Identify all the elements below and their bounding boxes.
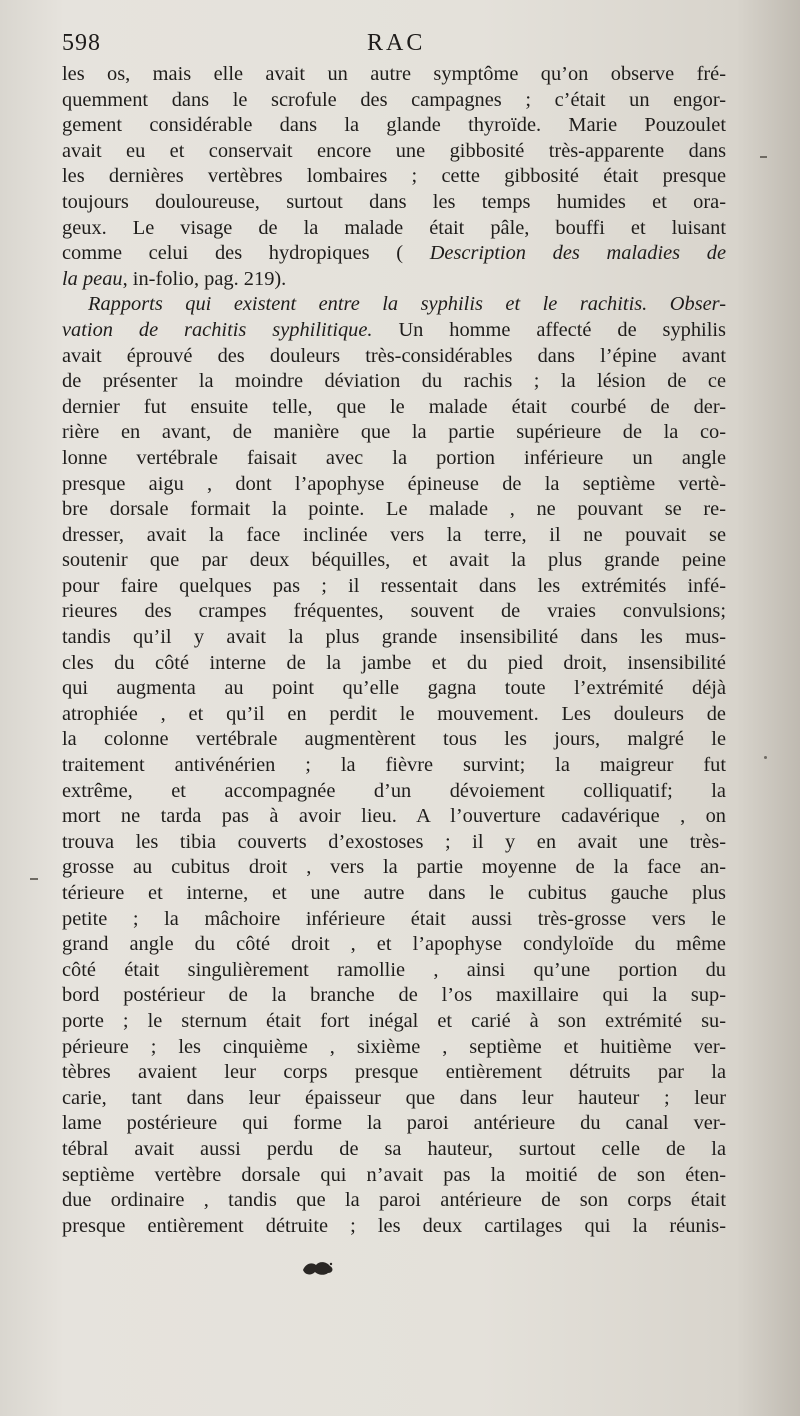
text-run: traitement antivénérien ; la fièvre survint; la maigreur fut xyxy=(62,754,726,777)
text-line xyxy=(62,1137,726,1163)
text-line xyxy=(62,395,726,421)
text-line xyxy=(62,164,726,190)
text-line xyxy=(62,881,726,907)
text-line xyxy=(62,216,726,242)
text-line xyxy=(62,1111,726,1137)
text-run: dernier fut ensuite telle, que le malade était courbé de der- xyxy=(62,395,726,418)
text-line xyxy=(62,292,726,318)
text-run: térieure et interne, et une autre dans le cubitus gauche plus xyxy=(62,882,726,904)
margin-mark xyxy=(764,756,767,759)
italic-text: vation de rachitis syphilitique. xyxy=(62,318,373,341)
italic-text: Rapports qui existent entre la syphilis et le rachitis. Obser- xyxy=(88,293,726,316)
text-line xyxy=(62,267,726,293)
text-line xyxy=(62,855,726,881)
text-line xyxy=(62,241,726,267)
text-line xyxy=(62,1086,726,1112)
text-run: rieures des crampes fréquentes, souvent de vraies convulsions; xyxy=(62,600,726,623)
text-line xyxy=(62,1060,726,1086)
text-line xyxy=(62,1009,726,1035)
text-run: grand angle du côté droit , et l’apophyse condyloïde du même xyxy=(62,933,726,956)
text-run: dresser, avait la face inclinée vers la terre, il ne pouvait se xyxy=(62,523,726,546)
text-run: porte ; le sternum était fort inégal et carié à son extrémité su- xyxy=(62,1009,726,1032)
text-run: lonne vertébrale faisait avec la portion inférieure un angle xyxy=(62,446,726,469)
text-run: périeure ; les cinquième , sixième , septième et huitième ver- xyxy=(62,1035,726,1058)
page-number: 598 xyxy=(62,30,101,56)
text-line xyxy=(62,753,726,779)
italic-text: Description des maladies de xyxy=(429,242,726,265)
text-line xyxy=(62,702,726,728)
text-run: carie, tant dans leur épaisseur que dans leur hauteur ; leur xyxy=(62,1086,726,1109)
text-line xyxy=(62,139,726,165)
text-line xyxy=(62,446,726,472)
text-run: tandis qu’il y avait la plus grande insensibilité dans les mus- xyxy=(62,626,726,649)
text-line xyxy=(62,1163,726,1189)
margin-mark xyxy=(30,878,38,880)
text-run: atrophiée , et qu’il en perdit le mouvement. Les douleurs de xyxy=(62,702,726,725)
text-line xyxy=(62,830,726,856)
text-line xyxy=(62,523,726,549)
text-run: extrême, et accompagnée d’un dévoiement colliquatif; la xyxy=(62,779,726,802)
text-run: gement considérable dans la glande thyroïde. Marie Pouzoulet xyxy=(62,114,726,137)
text-run: les dernières vertèbres lombaires ; cette gibbosité était presque xyxy=(62,165,726,188)
text-run: comme celui des hydropiques ( xyxy=(62,242,430,265)
text-line xyxy=(62,1035,726,1061)
text-line xyxy=(62,369,726,395)
text-line xyxy=(62,1188,726,1214)
text-run: lame postérieure qui forme la paroi antérieure du canal ver- xyxy=(62,1112,726,1135)
text-run: petite ; la mâchoire inférieure était aussi très-grosse vers le xyxy=(62,907,726,930)
text-run: de présenter la moindre déviation du rachis ; la lésion de ce xyxy=(62,370,726,393)
text-line xyxy=(62,472,726,498)
page-header xyxy=(62,30,732,64)
text-line xyxy=(62,599,726,625)
text-line xyxy=(62,958,726,984)
text-line xyxy=(62,420,726,446)
text-run: côté était singulièrement ramollie , ainsi qu’une portion du xyxy=(62,958,726,981)
text-run: presque aigu , dont l’apophyse épineuse de la septième vertè- xyxy=(62,472,726,495)
text-run: quemment dans le scrofule des campagnes ; c’était un engor- xyxy=(62,88,726,111)
ink-blot-ornament-icon xyxy=(300,1258,336,1278)
text-line xyxy=(62,907,726,933)
text-line xyxy=(62,983,726,1009)
text-run: rière en avant, de manière que la partie supérieure de la co- xyxy=(62,421,726,444)
text-run: Un homme affecté de syphilis xyxy=(372,318,726,341)
text-run: avait éprouvé des douleurs très-considérables dans l’épine avant xyxy=(62,344,726,367)
text-run: tèbres avaient leur corps presque entièrement détruits par la xyxy=(62,1061,726,1084)
text-run: toujours douloureuse, surtout dans les temps humides et ora- xyxy=(62,190,726,213)
text-line xyxy=(62,88,726,114)
text-line xyxy=(62,651,726,677)
text-run: tébral avait aussi perdu de sa hauteur, surtout celle de la xyxy=(62,1137,726,1160)
text-line xyxy=(62,574,726,600)
text-run: avait eu et conservait encore une gibbosité très-apparente dans xyxy=(62,139,726,162)
text-run: soutenir que par deux béquilles, et avait la plus grande peine xyxy=(62,549,726,572)
text-run: geux. Le visage de la malade était pâle, bouffi et luisant xyxy=(62,216,726,239)
text-run: due ordinaire , tandis que la paroi antérieure de son corps était xyxy=(62,1189,726,1212)
running-head: RAC xyxy=(367,30,426,56)
text-run: bord postérieur de la branche de l’os maxillaire qui la sup- xyxy=(62,984,726,1007)
text-run: septième vertèbre dorsale qui n’avait pas la moitié de son éten- xyxy=(62,1163,726,1186)
text-line xyxy=(62,497,726,523)
text-run: qui augmenta au point qu’elle gagna toute l’extrémité déjà xyxy=(62,677,726,700)
margin-mark xyxy=(760,156,767,158)
text-line xyxy=(62,113,726,139)
text-line xyxy=(62,727,726,753)
text-run: bre dorsale formait la pointe. Le malade , ne pouvant se re- xyxy=(62,498,726,521)
text-run: mort ne tarda pas à avoir lieu. A l’ouverture cadavérique , on xyxy=(62,805,726,828)
text-run: presque entièrement détruite ; les deux cartilages qui la réunis- xyxy=(62,1214,726,1237)
text-line xyxy=(62,190,726,216)
text-line xyxy=(62,779,726,805)
text-run: la colonne vertébrale augmentèrent tous les jours, malgré le xyxy=(62,728,726,751)
text-run: cles du côté interne de la jambe et du pied droit, insensibilité xyxy=(62,651,726,674)
text-line xyxy=(62,625,726,651)
text-line xyxy=(62,62,726,88)
text-line xyxy=(62,318,726,344)
text-run: les os, mais elle avait un autre symptôme qu’on observe fré- xyxy=(62,63,726,85)
text-line xyxy=(62,932,726,958)
text-run: , in-folio, pag. 219). xyxy=(122,267,287,290)
text-run: pour faire quelques pas ; il ressentait dans les extrémités infé- xyxy=(62,574,726,597)
text-line xyxy=(62,676,726,702)
text-line xyxy=(62,804,726,830)
italic-text: la peau xyxy=(62,267,123,290)
body-text xyxy=(62,62,726,1239)
text-line xyxy=(62,344,726,370)
text-run: trouva les tibia couverts d’exostoses ; il y en avait une très- xyxy=(62,830,726,853)
text-line xyxy=(62,548,726,574)
text-run: grosse au cubitus droit , vers la partie moyenne de la face an- xyxy=(62,856,726,879)
text-line xyxy=(62,1214,726,1240)
